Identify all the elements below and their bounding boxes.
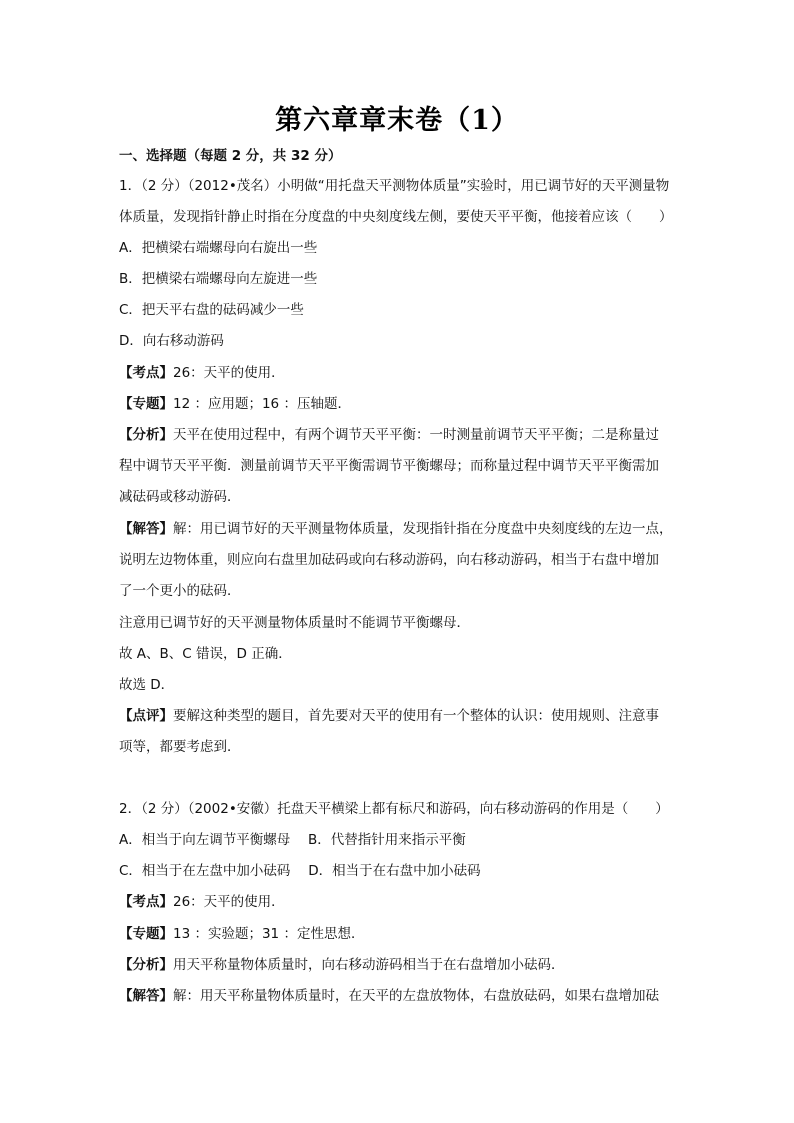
q2-fenxi-text: 用天平称量物体质量时，向右移动游码相当于在右盘增加小砝码．: [173, 957, 565, 973]
q2-kaodian-text: 26：天平的使用．: [173, 894, 285, 910]
q1-fenxi-line-3: 减砝码或移动游码．: [119, 489, 241, 505]
q1-stem-line-1: 1．（2 分）（2012•茂名）小明做“用托盘天平测物体质量”实验时，用已调节好的天平测量物: [119, 178, 670, 194]
q1-dianping-line-1: [119, 707, 659, 725]
q1-kaodian-text: 26：天平的使用．: [173, 365, 285, 381]
q1-zhuanti-tag: 【专题】: [119, 396, 173, 412]
q1-dianping-tag: 【点评】: [119, 708, 173, 724]
q2-jieda-text: 解：用天平称量物体质量时，在天平的左盘放物体，右盘放砝码，如果右盘增加砝: [173, 988, 659, 1004]
q1-jieda-line-1: [119, 520, 673, 538]
q2-jieda: [119, 987, 659, 1005]
q1-jieda-tag: 【解答】: [119, 521, 173, 537]
q1-jieda-line-3: 了一个更小的砝码．: [119, 583, 241, 599]
q2-jieda-tag: 【解答】: [119, 988, 173, 1004]
q2-fenxi: [119, 956, 565, 974]
q1-kaodian: [119, 364, 285, 382]
q2-kaodian: [119, 893, 285, 911]
q2-zhuanti-text: 13 ：实验题；31 ：定性思想．: [173, 926, 365, 942]
q2-options-cd: C．相当于在左盘中加小砝码 D．相当于在右盘中加小砝码: [119, 863, 481, 879]
q1-wrong-options: 故 A、B、C 错误，D 正确．: [119, 646, 292, 662]
q2-zhuanti-tag: 【专题】: [119, 926, 173, 942]
q1-stem-line-2: 体质量，发现指针静止时指在分度盘的中央刻度线左侧，要使天平平衡，他接着应该（ ）: [119, 209, 673, 225]
q1-option-c: C．把天平右盘的砝码减少一些: [119, 302, 304, 318]
q1-note: 注意用已调节好的天平测量物体质量时不能调节平衡螺母．: [119, 615, 470, 631]
q1-fenxi-text-1: 天平在使用过程中，有两个调节天平平衡：一时测量前调节天平平衡；二是称量过: [173, 427, 659, 443]
q1-fenxi-line-2: 程中调节天平平衡．测量前调节天平平衡需调节平衡螺母；而称量过程中调节天平平衡需加: [119, 458, 659, 474]
q1-dianping-text-1: 要解这种类型的题目，首先要对天平的使用有一个整体的认识：使用规则、注意事: [173, 708, 659, 724]
q1-option-b: B．把横梁右端螺母向左旋进一些: [119, 271, 318, 287]
q1-option-d: D．向右移动游码: [119, 333, 224, 349]
q2-zhuanti: [119, 925, 364, 943]
q2-kaodian-tag: 【考点】: [119, 894, 173, 910]
q2-stem: 2．（2 分）（2002•安徽）托盘天平横梁上都有标尺和游码，向右移动游码的作用是（ ）: [119, 801, 669, 817]
q1-fenxi-tag: 【分析】: [119, 427, 173, 443]
q1-jieda-line-2: 说明左边物体重，则应向右盘里加砝码或向右移动游码，向右移动游码，相当于右盘中增加: [119, 552, 659, 568]
q1-zhuanti-text: 12 ：应用题；16 ：压轴题．: [173, 396, 351, 412]
q2-fenxi-tag: 【分析】: [119, 957, 173, 973]
q1-kaodian-tag: 【考点】: [119, 365, 173, 381]
q1-jieda-text-1: 解：用已调节好的天平测量物体质量，发现指针指在分度盘中央刻度线的左边一点，: [173, 521, 673, 537]
q1-zhuanti: [119, 395, 351, 413]
q1-dianping-line-2: 项等，都要考虑到．: [119, 739, 241, 755]
section-heading: 一、选择题（每题 2 分，共 32 分）: [119, 148, 342, 164]
q2-options-ab: A．相当于向左调节平衡螺母 B．代替指针用来指示平衡: [119, 832, 466, 848]
q1-option-a: A．把横梁右端螺母向右旋出一些: [119, 240, 318, 256]
page-title: 第六章章末卷（1）: [275, 105, 519, 136]
q1-fenxi-line-1: [119, 426, 659, 444]
q1-answer: 故选 D．: [119, 677, 175, 693]
